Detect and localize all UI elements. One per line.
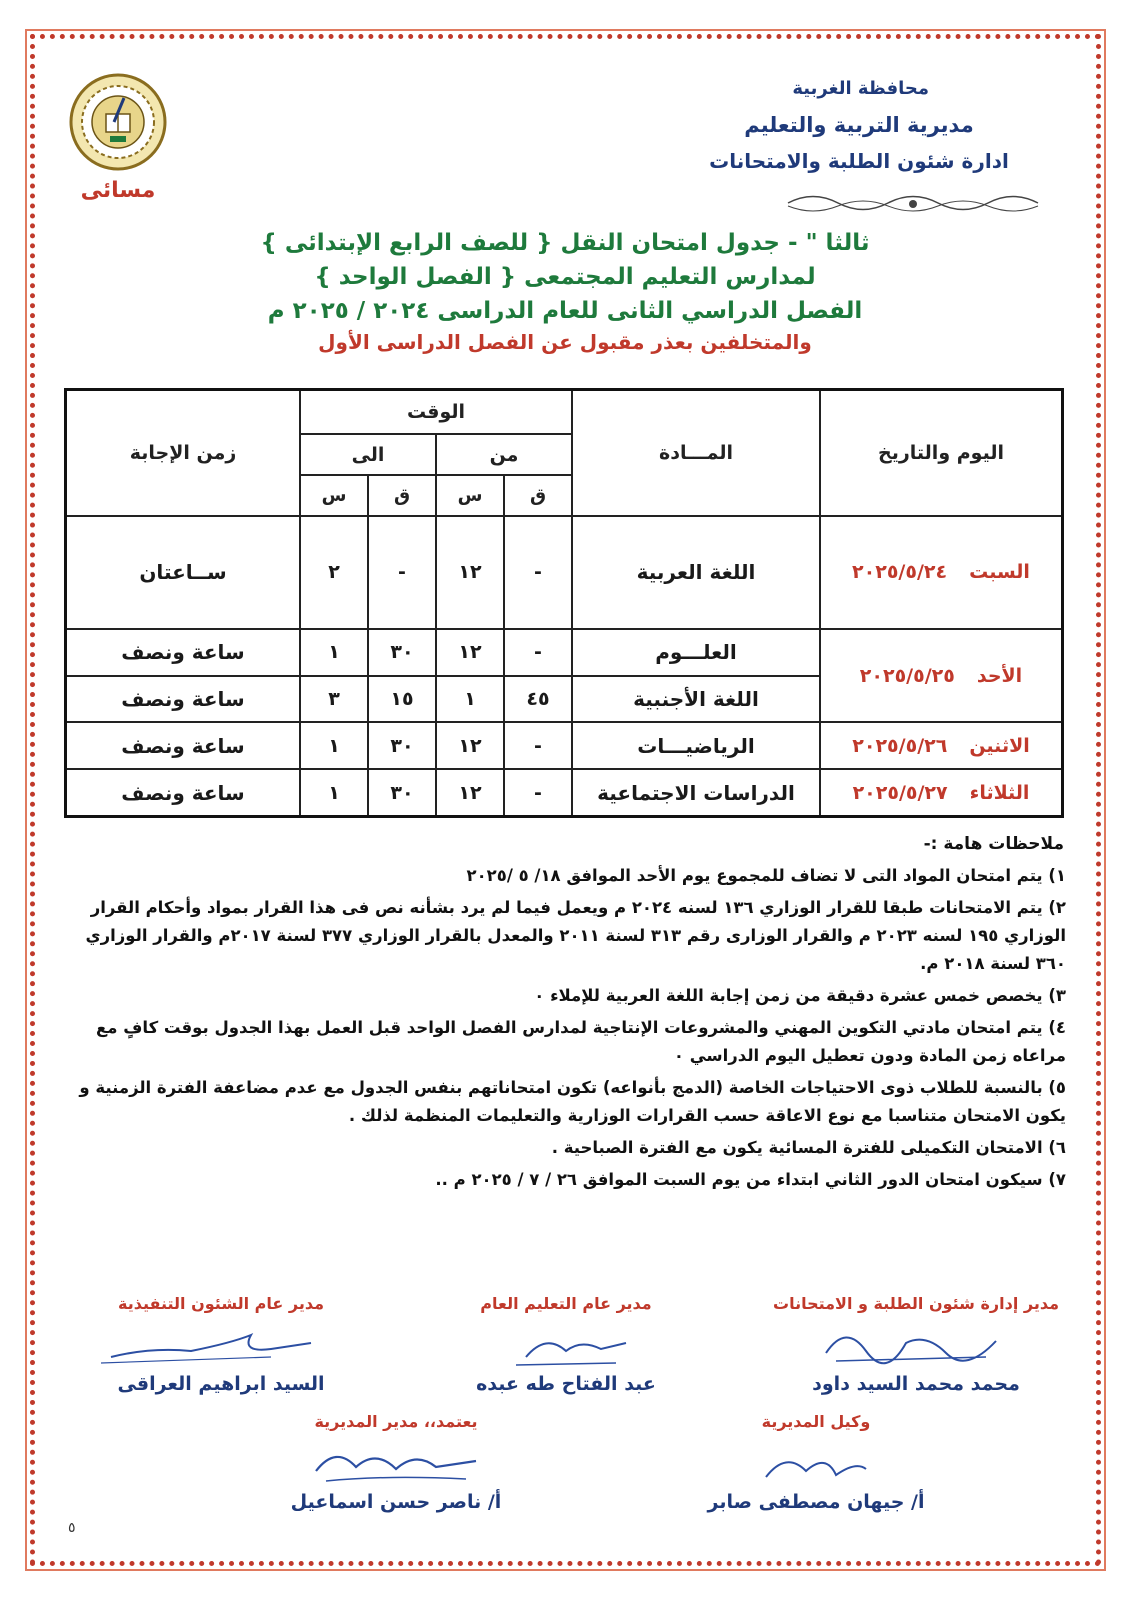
day-date-cell	[820, 516, 1063, 628]
exam-schedule-table	[64, 388, 1064, 818]
from-hour-cell: ١	[436, 676, 504, 723]
header-duration: زمن الإجابة	[66, 390, 301, 517]
day-name: الأحد	[976, 664, 1023, 687]
notes-title: ملاحظات هامة :-	[923, 834, 1064, 854]
signature-role: مدير عام الشئون التنفيذية	[117, 1294, 325, 1313]
from-hour-cell: ١٢	[436, 629, 504, 676]
to-hour-cell: ١	[300, 769, 368, 816]
signature-executive-affairs	[66, 1294, 376, 1395]
from-minute-cell: -	[504, 769, 572, 816]
signature-director	[246, 1412, 546, 1513]
handwritten-signature-icon	[816, 1313, 1016, 1373]
date-value: ٢٠٢٥/٥/٢٥	[859, 664, 955, 687]
to-minute-cell: ١٥	[368, 676, 436, 723]
duration-cell: ساعة ونصف	[66, 722, 301, 769]
letterhead	[679, 78, 1039, 173]
day-date-cell	[820, 769, 1063, 816]
from-hour-cell: ١٢	[436, 722, 504, 769]
to-minute-cell: ٣٠	[368, 722, 436, 769]
ornament-divider-icon	[783, 188, 1043, 218]
subject-cell: اللغة العربية	[572, 516, 820, 628]
header-from: من	[436, 434, 572, 475]
header-time: الوقت	[300, 390, 572, 435]
header-to: الى	[300, 434, 436, 475]
table-row	[66, 722, 1063, 769]
signature-name: أ/ جيهان مصطفى صابر	[707, 1491, 925, 1513]
title-line-3: الفصل الدراسي الثانى للعام الدراسى ٢٠٢٤ / ٢٠٢٥ م	[267, 298, 863, 324]
header-to-minute: ق	[368, 475, 436, 516]
logo-block	[62, 72, 174, 203]
from-minute-cell: -	[504, 722, 572, 769]
to-minute-cell: ٣٠	[368, 769, 436, 816]
day-date-cell	[820, 722, 1063, 769]
handwritten-signature-icon	[286, 1431, 506, 1491]
day-name: الاثنين	[969, 734, 1030, 757]
to-minute-cell: ٣٠	[368, 629, 436, 676]
exam-titles	[120, 230, 1010, 354]
page-number: ٥	[68, 1520, 76, 1536]
duration-cell: ساعة ونصف	[66, 769, 301, 816]
to-hour-cell: ١	[300, 722, 368, 769]
table-row	[66, 629, 1063, 676]
directorate-title: مديرية التربية والتعليم	[744, 113, 974, 137]
department-title: ادارة شئون الطلبة والامتحانات	[709, 149, 1009, 173]
signature-role: وكيل المديرية	[761, 1412, 871, 1431]
table-row	[66, 769, 1063, 816]
subject-cell: الدراسات الاجتماعية	[572, 769, 820, 816]
title-line-1: ثالثا " - جدول امتحان النقل { للصف الرابع الإبتدائى }	[260, 230, 870, 256]
signature-name: عبد الفتاح طه عبده	[476, 1373, 656, 1395]
note-item: ٣) يخصص خمس عشرة دقيقة من زمن إجابة اللغة العربية للإملاء ٠	[534, 986, 1066, 1005]
from-hour-cell: ١٢	[436, 769, 504, 816]
from-hour-cell: ١٢	[436, 516, 504, 628]
from-minute-cell: ٤٥	[504, 676, 572, 723]
header-from-hour: س	[436, 475, 504, 516]
subject-cell: العلـــوم	[572, 629, 820, 676]
important-notes	[66, 834, 1066, 1198]
day-name: الثلاثاء	[969, 781, 1030, 804]
signature-role: مدير إدارة شئون الطلبة و الامتحانات	[772, 1294, 1059, 1313]
subject-cell: الرياضيـــات	[572, 722, 820, 769]
signature-name: أ/ ناصر حسن اسماعيل	[290, 1491, 502, 1513]
date-value: ٢٠٢٥/٥/٢٤	[852, 561, 948, 584]
day-name: السبت	[969, 561, 1030, 584]
to-hour-cell: ١	[300, 629, 368, 676]
handwritten-signature-icon	[716, 1431, 916, 1491]
note-item: ٤) يتم امتحان مادتي التكوين المهني والمشروعات الإنتاجية لمدارس الفصل الواحد قبل العمل بهذا الجدول بوقت كافٍ مع مراعاه زمن المادة ودون تعطيل اليوم الدراسي ٠	[95, 1018, 1066, 1065]
note-item: ٧) سيكون امتحان الدور الثاني ابتداء من يوم السبت الموافق ٢٦ / ٧ / ٢٠٢٥ م ..	[435, 1170, 1066, 1189]
duration-cell: ساعة ونصف	[66, 676, 301, 723]
handwritten-signature-icon	[91, 1313, 351, 1373]
governorate-title: محافظة الغربية	[792, 78, 929, 99]
note-item: ٢) يتم الامتحانات طبقا للقرار الوزاري ١٣٦ لسنه ٢٠٢٤ م ويعمل فيما لم يرد بشأنه نص فى هذا القرار بمواد وأحكام القرار الوزاري ١٩٥ لسنه ٢٠٢٣ م والقرار الوزارى رقم ٣١٣ لسنة ٢٠١١ والمعدل بالقرار الوزاري ٣٧٧ لسنة ٢٠١٧م والقرار الوزاري ٣٦٠ لسنة ٢٠١٨ م.	[85, 898, 1066, 973]
to-hour-cell: ٣	[300, 676, 368, 723]
note-item: ٦) الامتحان التكميلى للفترة المسائية يكون مع الفترة الصباحية .	[551, 1138, 1066, 1157]
evening-session-label: مسائى	[80, 178, 156, 203]
subject-cell: اللغة الأجنبية	[572, 676, 820, 723]
to-hour-cell: ٢	[300, 516, 368, 628]
title-line-4: والمتخلفين بعذر مقبول عن الفصل الدراسى الأول	[318, 330, 812, 354]
day-date-cell	[820, 629, 1063, 723]
signature-students-affairs	[766, 1294, 1066, 1395]
title-line-2: لمدارس التعليم المجتمعى { الفصل الواحد }	[314, 264, 816, 290]
signature-name: محمد محمد السيد داود	[812, 1373, 1020, 1395]
duration-cell: ســاعتان	[66, 516, 301, 628]
note-item: ٥) بالنسبة للطلاب ذوى الاحتياجات الخاصة (الدمج بأنواعه) تكون امتحاناتهم بنفس الجدول مع عدم مضاعفة الفترة الزمنية و يكون الامتحان متناسبا مع نوع الاعاقة حسب القرارات الوزارية والتعليمات المنظمة لذلك .	[79, 1078, 1066, 1125]
date-value: ٢٠٢٥/٥/٢٦	[852, 734, 948, 757]
to-minute-cell: -	[368, 516, 436, 628]
directorate-seal-icon	[68, 72, 168, 172]
header-day-date: اليوم والتاريخ	[820, 390, 1063, 517]
from-minute-cell: -	[504, 629, 572, 676]
signature-name: السيد ابراهيم العراقى	[117, 1373, 325, 1395]
note-item: ١) يتم امتحان المواد التى لا تضاف للمجموع يوم الأحد الموافق ١٨/ ٥ /٢٠٢٥	[466, 866, 1066, 885]
signature-deputy	[666, 1412, 966, 1513]
signature-general-education	[416, 1294, 716, 1395]
from-minute-cell: -	[504, 516, 572, 628]
header-to-hour: س	[300, 475, 368, 516]
table-row	[66, 516, 1063, 628]
duration-cell: ساعة ونصف	[66, 629, 301, 676]
header-from-minute: ق	[504, 475, 572, 516]
signature-role: مدير عام التعليم العام	[480, 1294, 652, 1313]
header-subject: المـــادة	[572, 390, 820, 517]
signature-role: يعتمد،، مدير المديرية	[314, 1412, 478, 1431]
handwritten-signature-icon	[466, 1313, 666, 1373]
date-value: ٢٠٢٥/٥/٢٧	[852, 781, 948, 804]
